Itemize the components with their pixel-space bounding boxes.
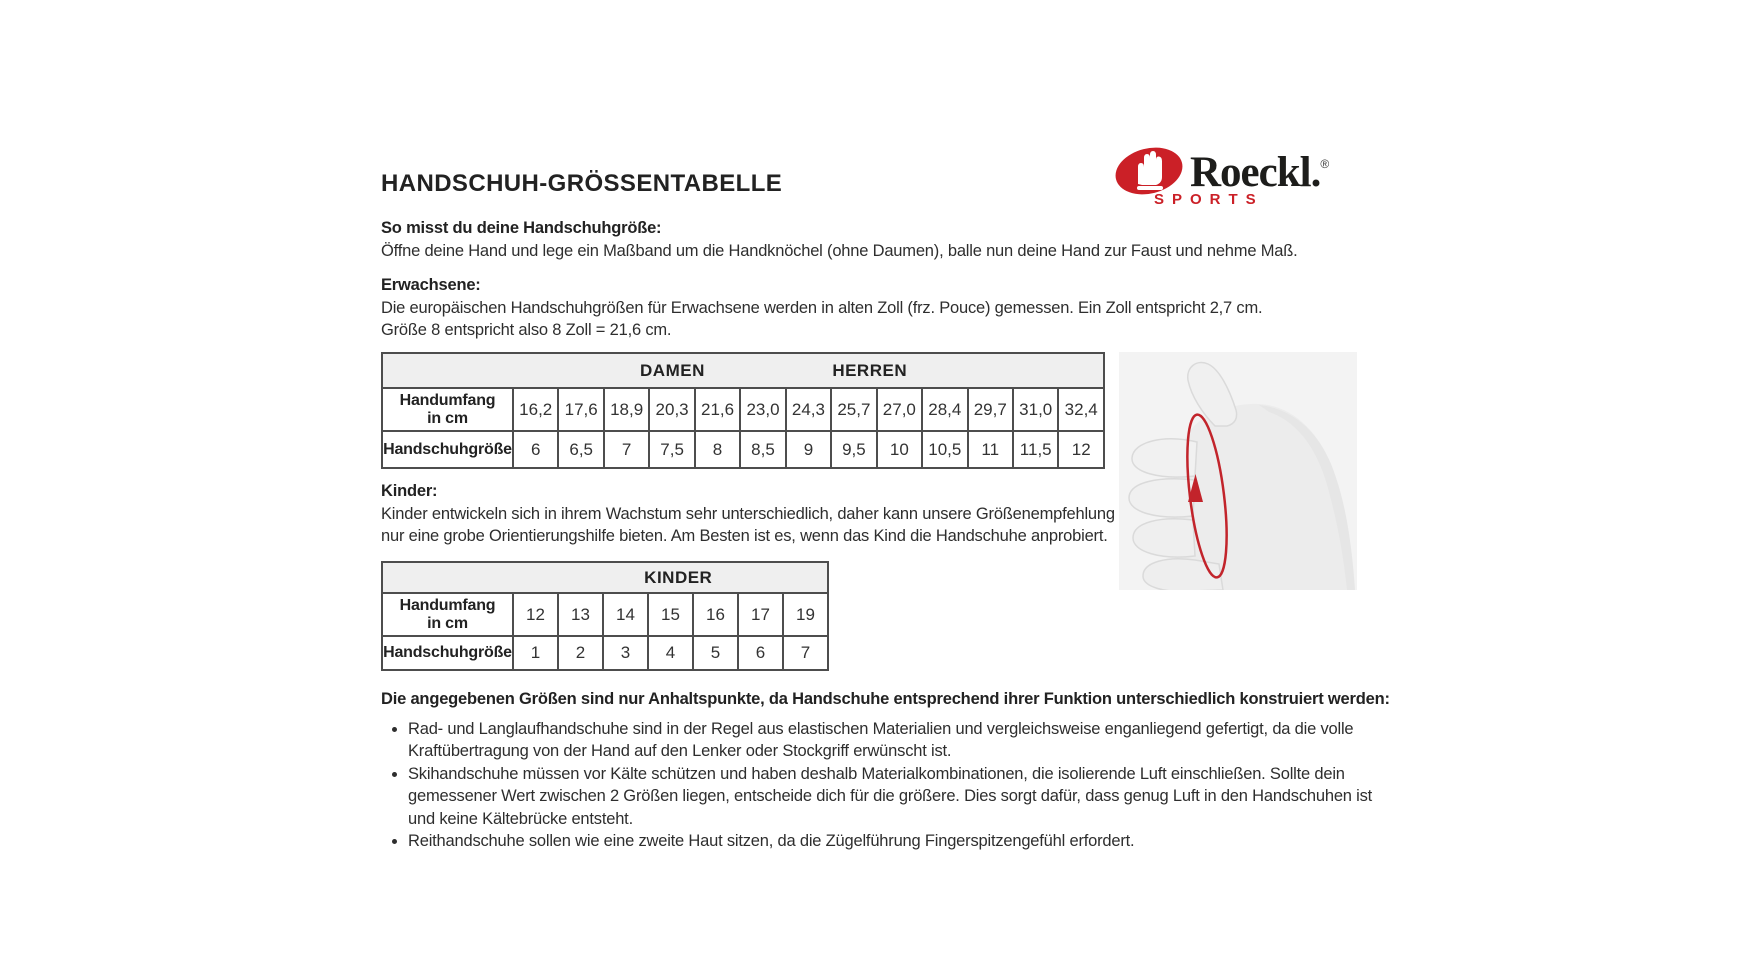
adult-table-group-header <box>382 353 1104 388</box>
size-cell: 9,5 <box>831 431 876 468</box>
kids-size-row-label: Handschuhgröße <box>382 636 513 670</box>
kids-table-group-header <box>382 562 828 593</box>
list-item: • Rad- und Langlaufhandschuhe sind in der Regel aus elastischen Materialien und vergleichsweise enganliegend gefertigt, da die volle Kraftübertragung von der Hand auf den Lenker oder Stockgriff erwünscht ist. <box>408 718 1403 763</box>
notes-heading: Die angegebenen Größen sind nur Anhaltspunkte, da Handschuhe entsprechend ihrer Funktion unterschiedlich konstruiert werden: <box>381 690 1390 708</box>
size-cell: 7,5 <box>649 431 694 468</box>
size-cell: 8,5 <box>740 431 785 468</box>
damen-group-label: DAMEN <box>640 360 705 380</box>
list-item: • Skihandschuhe müssen vor Kälte schützen und haben deshalb Materialkombinationen, die isolierende Luft einschließen. Sollte dein gemessener Wert zwischen 2 Größen liegen, entscheide dich für die größere. Dies sorgt dafür, dass genug Luft in den Handschuhen ist und keine Kältebrücke entsteht. <box>408 763 1403 830</box>
logo-wordmark <box>1190 140 1329 197</box>
circumference-cell: 29,7 <box>968 388 1013 431</box>
size-cell: 10,5 <box>922 431 967 468</box>
page-title: HANDSCHUH-GRÖSSENTABELLE <box>381 170 783 197</box>
size-cell: 6 <box>738 636 783 670</box>
adult-circumference-row <box>382 388 1104 431</box>
adults-heading: Erwachsene: <box>381 276 481 294</box>
circumference-cell: 13 <box>558 593 603 636</box>
circumference-cell: 14 <box>603 593 648 636</box>
kinder-group-label: KINDER <box>644 567 713 587</box>
size-cell: 2 <box>558 636 603 670</box>
circumference-cell: 17,6 <box>558 388 603 431</box>
adult-circumference-row-label <box>382 388 513 431</box>
list-item: • Reithandschuhe sollen wie eine zweite Haut sitzen, da die Zügelführung Fingerspitzengefühl erfordert. <box>408 830 1403 852</box>
size-cell: 1 <box>513 636 558 670</box>
size-cell: 5 <box>693 636 738 670</box>
circumference-cell: 12 <box>513 593 558 636</box>
kids-size-table <box>381 561 829 671</box>
adult-size-table <box>381 352 1105 469</box>
size-cell: 3 <box>603 636 648 670</box>
kids-heading: Kinder: <box>381 482 438 500</box>
row-label-line: in cm <box>427 409 468 427</box>
circumference-cell: 17 <box>738 593 783 636</box>
measure-text: Öffne deine Hand und lege ein Maßband um die Handknöchel (ohne Daumen), balle nun deine Hand zur Faust und nehme Maß. <box>381 242 1298 260</box>
registered-mark: ® <box>1320 157 1330 171</box>
kids-circumference-row-label <box>382 593 513 636</box>
size-cell: 12 <box>1058 431 1104 468</box>
size-cell: 7 <box>604 431 649 468</box>
row-label-line: Handumfang <box>399 391 496 409</box>
adult-size-row-label: Handschuhgröße <box>382 431 513 468</box>
circumference-cell: 32,4 <box>1058 388 1104 431</box>
size-cell: 9 <box>786 431 831 468</box>
adults-text-line2: Größe 8 entspricht also 8 Zoll = 21,6 cm. <box>381 321 672 339</box>
adults-text-line1: Die europäischen Handschuhgrößen für Erwachsene werden in alten Zoll (frz. Pouce) gemessen. Ein Zoll entspricht 2,7 cm. <box>381 299 1263 317</box>
circumference-cell: 18,9 <box>604 388 649 431</box>
kids-text-line1: Kinder entwickeln sich in ihrem Wachstum sehr unterschiedlich, daher kann unsere Größenempfehlung <box>381 505 1115 523</box>
kids-circumference-row <box>382 593 828 636</box>
roeckl-sports-logo <box>1112 140 1372 210</box>
herren-group-label: HERREN <box>832 360 908 380</box>
size-cell: 6,5 <box>558 431 603 468</box>
circumference-cell: 21,6 <box>695 388 740 431</box>
size-cell: 6 <box>513 431 558 468</box>
hand-measurement-image <box>1119 352 1357 590</box>
kids-table-group-row <box>382 562 828 593</box>
size-cell: 8 <box>695 431 740 468</box>
size-cell: 4 <box>648 636 693 670</box>
circumference-cell: 16 <box>693 593 738 636</box>
circumference-cell: 15 <box>648 593 693 636</box>
circumference-cell: 28,4 <box>922 388 967 431</box>
circumference-cell: 25,7 <box>831 388 876 431</box>
circumference-cell: 20,3 <box>649 388 694 431</box>
size-cell: 7 <box>783 636 828 670</box>
row-label-line: Handumfang <box>399 596 496 614</box>
kids-text-line2: nur eine grobe Orientierungshilfe bieten. Am Besten ist es, wenn das Kind die Handschuhe anprobiert. <box>381 527 1108 545</box>
circumference-cell: 24,3 <box>786 388 831 431</box>
row-label-line: in cm <box>427 614 468 632</box>
circumference-cell: 16,2 <box>513 388 558 431</box>
circumference-cell: 31,0 <box>1013 388 1058 431</box>
adult-table-group-row <box>382 353 1104 388</box>
notes-list <box>385 718 1403 852</box>
size-cell: 10 <box>877 431 922 468</box>
kids-size-row <box>382 636 828 670</box>
circumference-cell: 19 <box>783 593 828 636</box>
measure-heading: So misst du deine Handschuhgröße: <box>381 219 662 237</box>
size-cell: 11,5 <box>1013 431 1058 468</box>
adult-size-row <box>382 431 1104 468</box>
circumference-cell: 27,0 <box>877 388 922 431</box>
logo-subbrand-text: SPORTS <box>1154 191 1264 208</box>
size-cell: 11 <box>968 431 1013 468</box>
circumference-cell: 23,0 <box>740 388 785 431</box>
logo-brand-text: Roeckl. <box>1190 149 1321 196</box>
